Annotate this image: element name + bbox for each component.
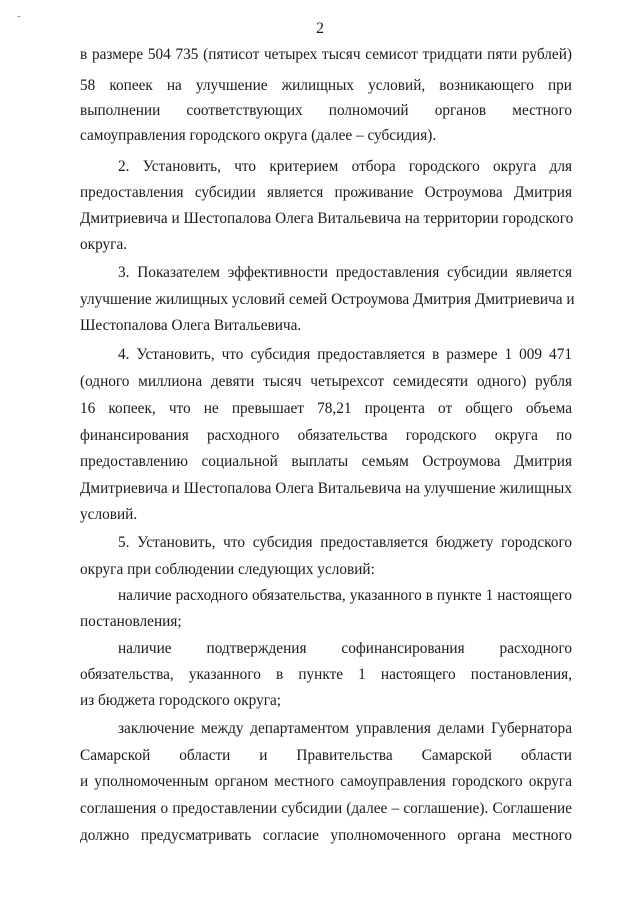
text-line: улучшение жилищных условий семей Остроумова Дмитрия Дмитриевича и bbox=[80, 291, 575, 308]
text-line: в размере 504 735 (пятисот четырех тысяч семисот тридцати пяти рублей) bbox=[80, 46, 572, 63]
corner-mark: - bbox=[17, 10, 21, 22]
text-line: 3. Показателем эффективности предоставления субсидии является bbox=[118, 264, 572, 281]
text-line: Самарской области и Правительства Самарской области bbox=[80, 747, 572, 764]
text-line: постановления; bbox=[80, 613, 182, 630]
text-line: округа при соблюдении следующих условий: bbox=[80, 561, 375, 578]
text-line: наличие расходного обязательства, указанного в пункте 1 настоящего bbox=[118, 587, 572, 604]
text-line: финансирования расходного обязательства городского округа по bbox=[80, 427, 572, 444]
text-line: соглашения о предоставлении субсидии (далее – соглашение). Соглашение bbox=[80, 800, 572, 817]
text-line: 4. Установить, что субсидия предоставляется в размере 1 009 471 bbox=[118, 346, 572, 363]
text-line: должно предусматривать согласие уполномоченного органа местного bbox=[80, 827, 572, 844]
text-line: условий. bbox=[80, 506, 138, 523]
text-line: 58 копеек на улучшение жилищных условий, возникающего при bbox=[80, 77, 572, 94]
text-line: предоставления субсидии является проживание Остроумова Дмитрия bbox=[80, 184, 572, 201]
text-line: 5. Установить, что субсидия предоставляется бюджету городского bbox=[118, 534, 572, 551]
text-line: Дмитриевича и Шестопалова Олега Витальевича на территории городского bbox=[80, 210, 574, 227]
text-line: из бюджета городского округа; bbox=[80, 692, 282, 709]
text-line: 16 копеек, что не превышает 78,21 процента от общего объема bbox=[80, 400, 572, 417]
text-line: предоставлению социальной выплаты семьям Остроумова Дмитрия bbox=[80, 453, 572, 470]
text-line: заключение между департаментом управления делами Губернатора bbox=[118, 720, 572, 737]
text-line: обязательства, указанного в пункте 1 настоящего постановления, bbox=[80, 666, 572, 683]
text-line: самоуправления городского округа (далее – субсидия). bbox=[80, 127, 437, 144]
page-number: 2 bbox=[316, 20, 324, 37]
text-line: и уполномоченным органом местного самоуправления городского округа bbox=[80, 773, 572, 790]
text-line: 2. Установить, что критерием отбора городского округа для bbox=[118, 158, 572, 175]
text-line: наличие подтверждения софинансирования расходного bbox=[118, 640, 572, 657]
text-line: Дмитриевича и Шестопалова Олега Витальевича на улучшение жилищных bbox=[80, 480, 572, 497]
text-line: выполнении соответствующих полномочий органов местного bbox=[80, 102, 572, 119]
text-line: округа. bbox=[80, 236, 128, 253]
text-line: (одного миллиона девяти тысяч четырехсот семидесяти одного) рубля bbox=[80, 373, 572, 390]
text-line: Шестопалова Олега Витальевича. bbox=[80, 317, 302, 334]
